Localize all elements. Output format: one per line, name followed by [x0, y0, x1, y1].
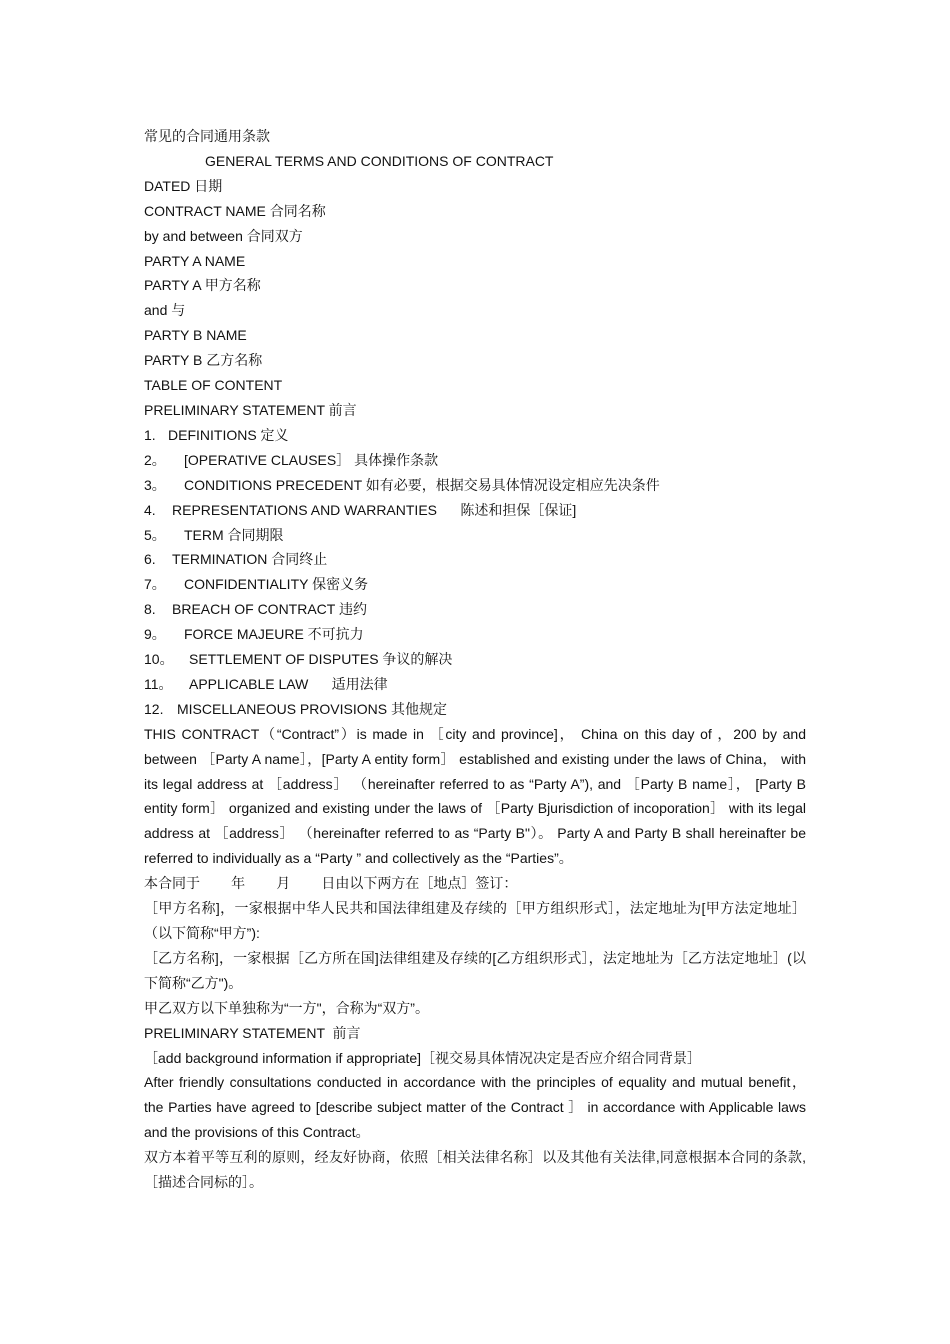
- toc-number: 8.: [144, 601, 156, 618]
- toc-item: [144, 423, 806, 448]
- toc-text: SETTLEMENT OF DISPUTES 争议的解决: [189, 651, 453, 668]
- toc-number: 11。: [144, 675, 173, 692]
- toc-text: FORCE MAJEURE 不可抗力: [184, 626, 364, 643]
- party-b-name-line: PARTY B NAME: [144, 327, 247, 344]
- toc-text: [OPERATIVE CLAUSES］ 具体操作条款: [184, 451, 439, 468]
- preliminary-statement-heading: PRELIMINARY STATEMENT 前言: [144, 1024, 361, 1041]
- toc-item: [144, 547, 806, 572]
- toc-item: [144, 697, 806, 722]
- preliminary-paragraph-cn: 双方本着平等互利的原则，经友好协商，依照［相关法律名称］以及其他有关法律,同意根据本合同的条款,［描述合同标的］。: [144, 1149, 806, 1191]
- toc-number: 4.: [144, 501, 156, 518]
- and-line: and 与: [144, 302, 186, 319]
- toc-text: BREACH OF CONTRACT 违约: [172, 601, 367, 618]
- toc-number: 2。: [144, 451, 166, 468]
- parties-definition-cn: 甲乙双方以下单独称为“一方"，合称为“双方”。: [144, 999, 429, 1016]
- contract-name-line: CONTRACT NAME 合同名称: [144, 202, 326, 219]
- toc-number: 5。: [144, 526, 166, 543]
- preliminary-paragraph-en: After friendly consultations conducted in accordance with the principles of equality and mutual benefit， the Parties have agreed to [describe subject matter of the Contract ］ in accordance with Applicable laws and the provisions of this Contract。: [144, 1074, 806, 1141]
- toc-number: 3。: [144, 476, 166, 493]
- document-title-cn: 常见的合同通用条款: [144, 128, 270, 144]
- toc-text: TERM 合同期限: [184, 526, 284, 543]
- preliminary-statement-line: PRELIMINARY STATEMENT 前言: [144, 401, 357, 418]
- toc-number: 6.: [144, 551, 156, 568]
- table-of-content-heading: TABLE OF CONTENT: [144, 377, 283, 394]
- toc-text: REPRESENTATIONS AND WARRANTIES 陈述和担保［保证]: [172, 501, 577, 518]
- contract-intro-paragraph-cn: 本合同于 年 月 日由以下两方在［地点］签订：: [144, 875, 518, 892]
- toc-number: 9。: [144, 626, 166, 643]
- toc-item: [144, 498, 806, 523]
- toc-text: CONFIDENTIALITY 保密义务: [184, 576, 369, 593]
- toc-number: 1.: [144, 426, 156, 443]
- toc-text: DEFINITIONS 定义: [168, 426, 289, 443]
- toc-item: [144, 622, 806, 647]
- party-b-paragraph-cn: ［乙方名称]，一家根据［乙方所在国]法律组建及存续的[乙方组织形式］，法定地址为［乙方法定地址］(以下简称“乙方")。: [144, 949, 806, 991]
- toc-text: MISCELLANEOUS PROVISIONS 其他规定: [177, 700, 447, 717]
- toc-text: TERMINATION 合同终止: [172, 551, 328, 568]
- toc-item: [144, 572, 806, 597]
- party-a-name-line: PARTY A NAME: [144, 252, 246, 269]
- toc-number: 12.: [144, 700, 164, 717]
- toc-number: 10。: [144, 651, 174, 668]
- toc-item: [144, 647, 806, 672]
- contract-intro-paragraph-en: THIS CONTRACT（“Contract”）is made in ［city and province]， China on this day of ，200 by and between ［Party A name］，[Party A entity form］ established and existing under the laws of China， with its legal address at ［address］ （hereinafter referred to as “Party A”), and ［Party B name］， [Party B entity form］ organized and existing under the laws of ［Party Bjurisdiction of incoporation］ with its legal address at ［address］ （hereinafter referred to as “Party B"）。 Party A and Party B shall hereinafter be referred to individually as a “Party ” and collectively as the “Parties”。: [144, 725, 806, 867]
- toc-item: [144, 672, 806, 697]
- document-title-en: GENERAL TERMS AND CONDITIONS OF CONTRACT: [205, 152, 554, 169]
- toc-text: APPLICABLE LAW 适用法律: [189, 675, 388, 692]
- toc-text: CONDITIONS PRECEDENT 如有必要，根据交易具体情况设定相应先决条件: [184, 476, 660, 493]
- toc-item: [144, 597, 806, 622]
- dated-line: DATED 日期: [144, 177, 223, 194]
- background-note: ［add background information if appropriate]［视交易具体情况决定是否应介绍合同背景］: [144, 1049, 702, 1066]
- toc-item: [144, 523, 806, 548]
- party-a-paragraph-cn: ［甲方名称]，一家根据中华人民共和国法律组建及存续的［甲方组织形式］，法定地址为[甲方法定地址］（以下简称“甲方”):: [144, 900, 806, 941]
- toc-number: 7。: [144, 576, 166, 593]
- by-and-between-line: by and between 合同双方: [144, 227, 303, 244]
- party-b-line: PARTY B 乙方名称: [144, 352, 263, 369]
- toc-item: [144, 448, 806, 473]
- toc-list: [144, 423, 806, 722]
- document-page: [144, 124, 806, 1195]
- party-a-line: PARTY A 甲方名称: [144, 277, 261, 294]
- toc-item: [144, 473, 806, 498]
